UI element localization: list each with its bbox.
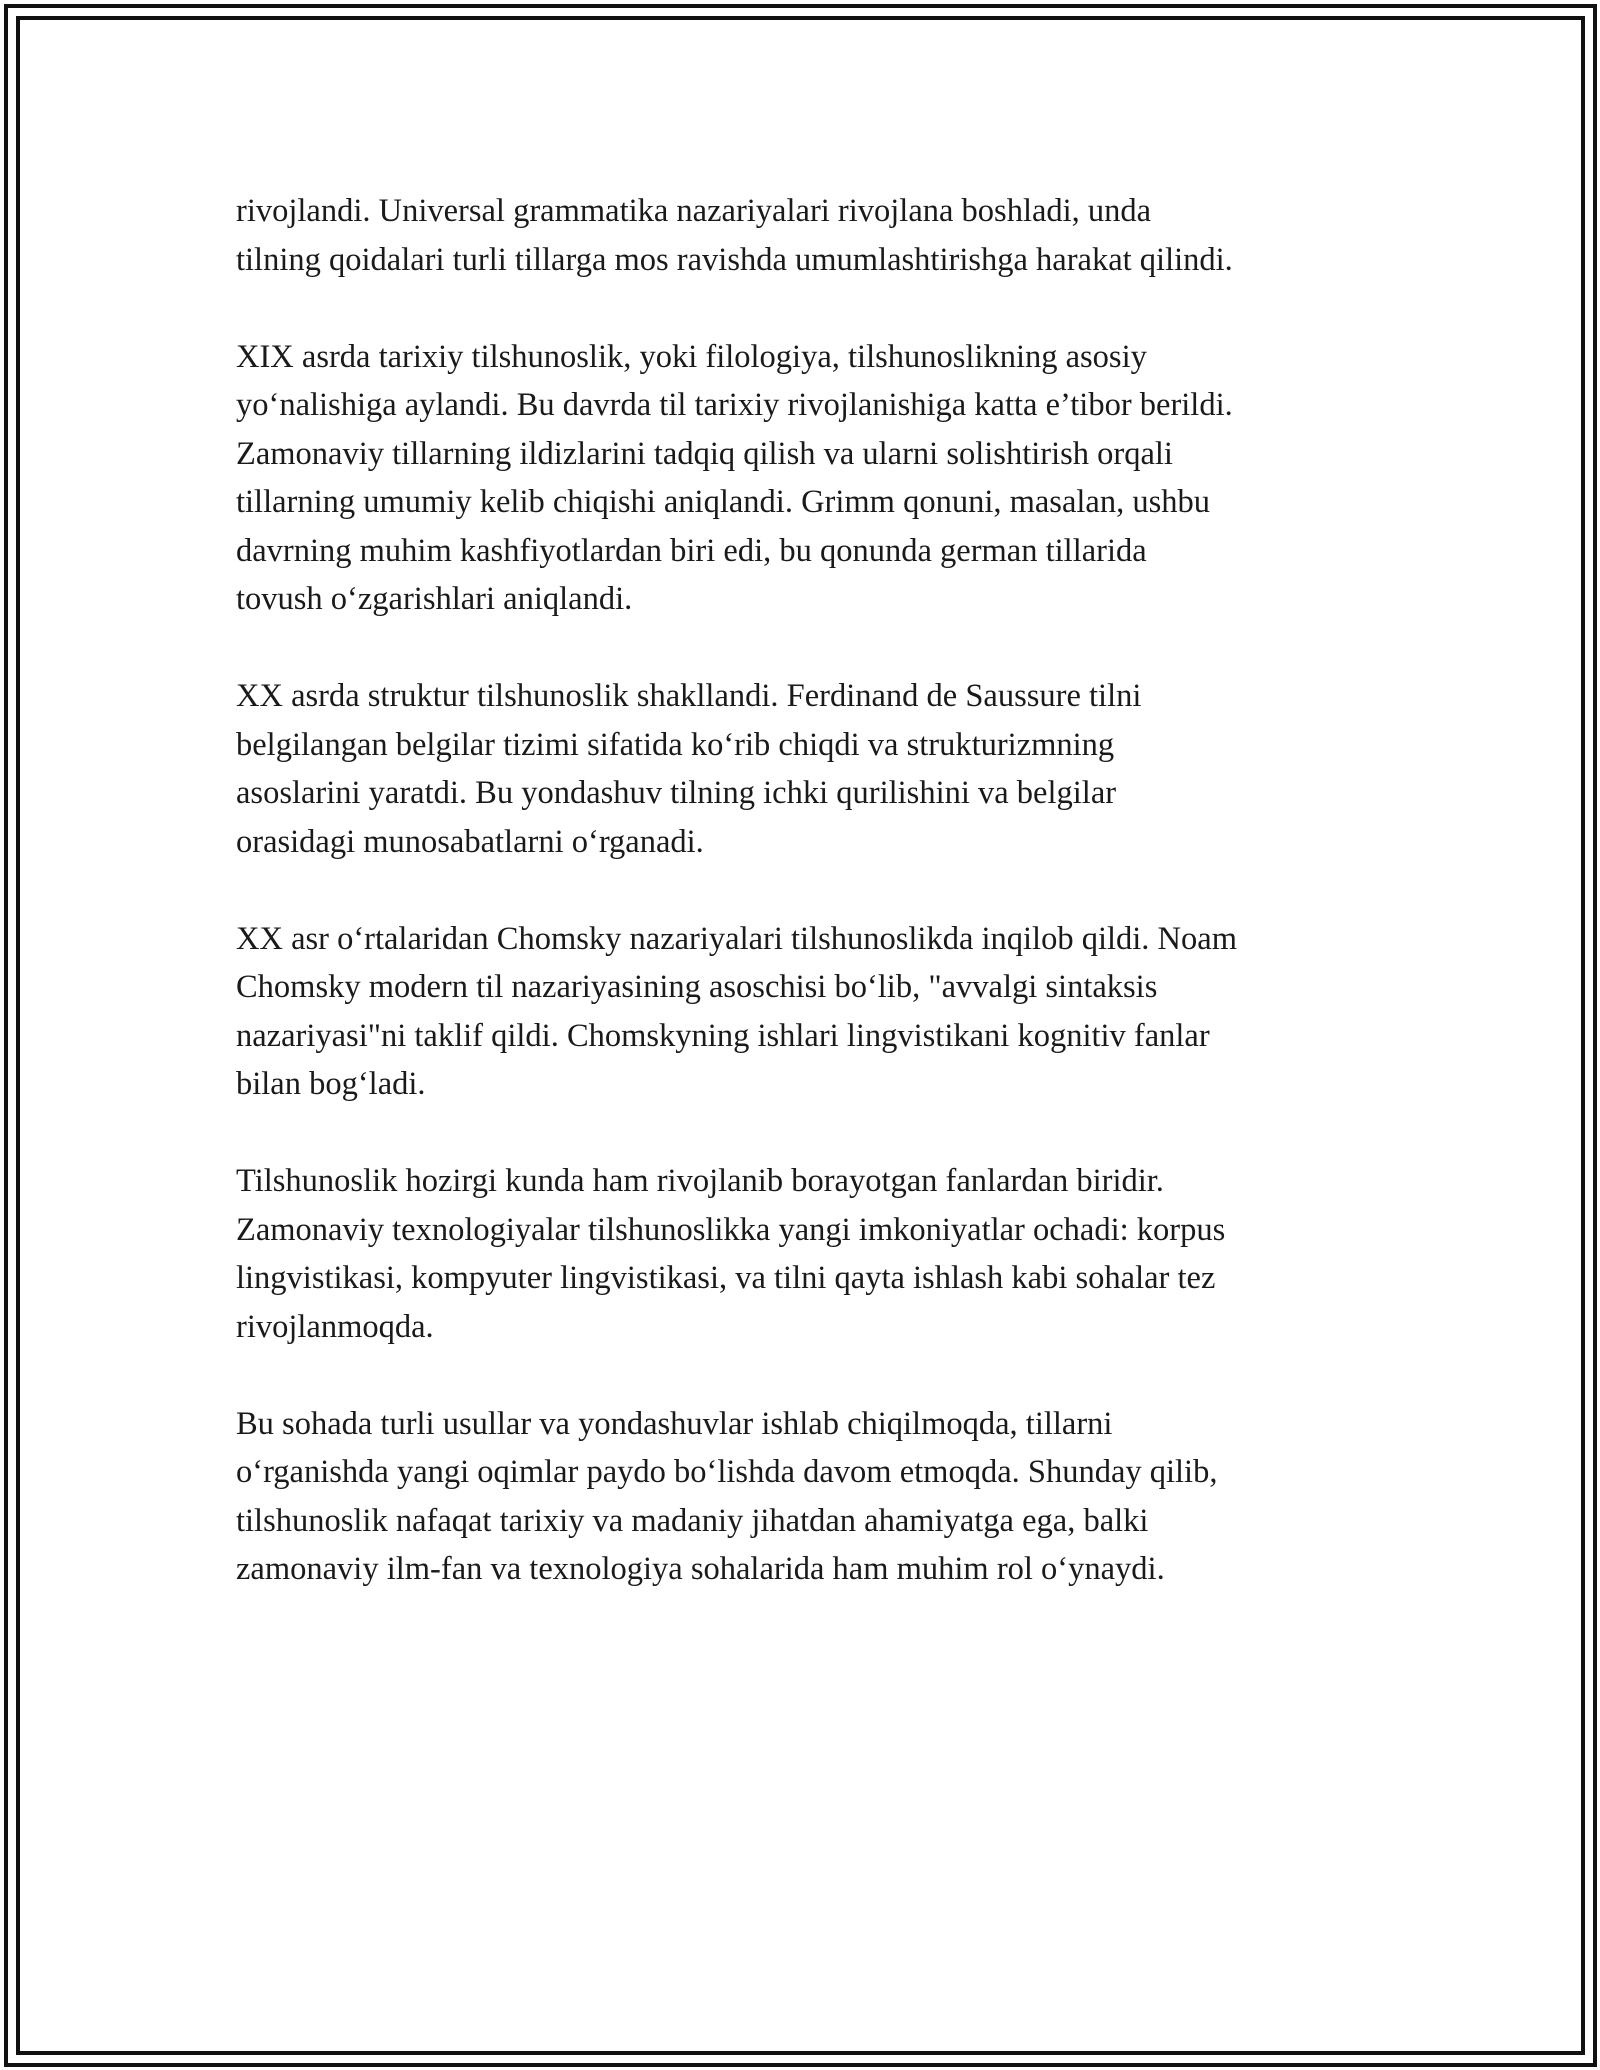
paragraph-line: o‘rganishda yangi oqimlar paydo bo‘lishda davom etmoqda. Shunday qilib, (236, 1454, 1218, 1490)
document-body (236, 187, 1386, 1642)
paragraph (236, 187, 1386, 284)
paragraph (236, 1157, 1386, 1351)
paragraph-line: rivojlanmoqda. (236, 1308, 434, 1345)
paragraph-line: Chomsky modern til nazariyasining asoschisi bo‘lib, "avvalgi sintaksis (236, 969, 1158, 1005)
paragraph-line: XX asr o‘rtalaridan Chomsky nazariyalari tilshunoslikda inqilob qildi. Noam (236, 920, 1237, 957)
paragraph (236, 1400, 1386, 1594)
paragraph-line: zamonaviy ilm-fan va texnologiya sohalarida ham muhim rol o‘ynaydi. (236, 1551, 1165, 1587)
paragraph-line: XX asrda struktur tilshunoslik shakllandi. Ferdinand de Saussure tilni (236, 678, 1142, 714)
paragraph (236, 333, 1386, 624)
paragraph-line: belgilangan belgilar tizimi sifatida ko‘rib chiqdi va strukturizmning (236, 726, 1115, 763)
paragraph-line: davrning muhim kashfiyotlardan biri edi, bu qonunda german tillarida (236, 532, 1147, 569)
paragraph-line: asoslarini yaratdi. Bu yondashuv tilning ichki qurilishini va belgilar (236, 775, 1117, 811)
paragraph-line: tilshunoslik nafaqat tarixiy va madaniy jihatdan ahamiyatga ega, balki (236, 1502, 1149, 1539)
paragraph-line: tilning qoidalari turli tillarga mos ravishda umumlashtirishga harakat qilindi. (236, 241, 1233, 278)
paragraph-line: XIX asrda tarixiy tilshunoslik, yoki filologiya, tilshunoslikning asosiy (236, 338, 1147, 375)
paragraph-line: Zamonaviy texnologiyalar tilshunoslikka yangi imkoniyatlar ochadi: korpus (236, 1211, 1226, 1248)
paragraph-line: lingvistikasi, kompyuter lingvistikasi, va tilni qayta ishlash kabi sohalar tez (236, 1260, 1216, 1296)
paragraph-line: nazariyasi"ni taklif qildi. Chomskyning ishlari lingvistikani kognitiv fanlar (236, 1017, 1210, 1054)
paragraph-line: Bu sohada turli usullar va yondashuvlar ishlab chiqilmoqda, tillarni (236, 1405, 1113, 1442)
paragraph-line: tovush o‘zgarishlari aniqlandi. (236, 581, 633, 617)
paragraph-line: yo‘nalishiga aylandi. Bu davrda til tarixiy rivojlanishiga katta e’tibor berildi. (236, 387, 1233, 423)
paragraph-line: bilan bog‘ladi. (236, 1066, 426, 1102)
paragraph (236, 672, 1386, 866)
paragraph-line: Zamonaviy tillarning ildizlarini tadqiq qilish va ularni solishtirish orqali (236, 435, 1173, 472)
paragraph-line: rivojlandi. Universal grammatika nazariyalari rivojlana boshladi, unda (236, 193, 1152, 229)
paragraph-line: orasidagi munosabatlarni o‘rganadi. (236, 823, 704, 860)
paragraph-line: tillarning umumiy kelib chiqishi aniqlandi. Grimm qonuni, masalan, ushbu (236, 484, 1210, 520)
paragraph-line: Tilshunoslik hozirgi kunda ham rivojlanib borayotgan fanlardan biridir. (236, 1163, 1164, 1199)
paragraph (236, 915, 1386, 1109)
